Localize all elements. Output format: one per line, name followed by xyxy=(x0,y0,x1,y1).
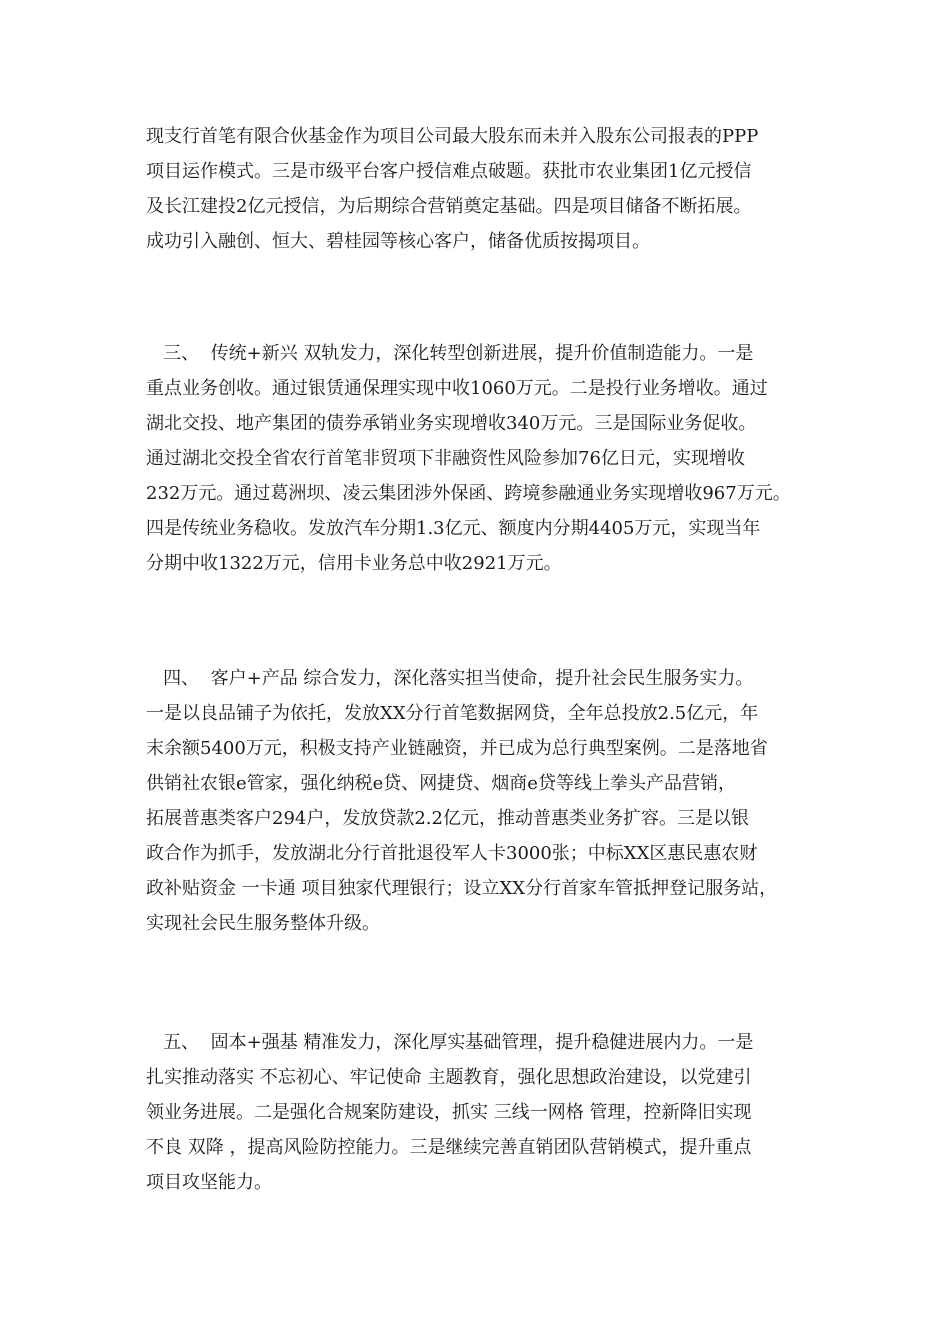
text-line: 政合作为抓手，发放湖北分行首批退役军人卡3000张；中标XX区惠民惠农财 xyxy=(146,843,758,864)
text-line: 实现社会民生服务整体升级。 xyxy=(146,913,380,934)
paragraph-section-four xyxy=(146,661,826,941)
text-line: 232万元。通过葛洲坝、凌云集团涉外保函、跨境参融通业务实现增收967万元。 xyxy=(146,483,791,504)
section-heading-line: 四、 客户+产品 综合发力，深化落实担当使命，提升社会民生服务实力。 xyxy=(146,668,754,689)
text-line: 及长江建投2亿元授信，为后期综合营销奠定基础。四是项目储备不断拓展。 xyxy=(146,196,752,217)
text-line: 项目攻坚能力。 xyxy=(146,1172,272,1193)
text-line: 末余额5400万元，积极支持产业链融资，并已成为总行典型案例。二是落地省 xyxy=(146,738,768,759)
text-line: 不良 双降 ，提高风险防控能力。三是继续完善直销团队营销模式，提升重点 xyxy=(146,1137,752,1158)
section-heading-line: 三、 传统+新兴 双轨发力，深化转型创新进展，提升价值制造能力。一是 xyxy=(146,343,754,364)
paragraph-section-three xyxy=(146,336,826,581)
text-line: 湖北交投、地产集团的债券承销业务实现增收340万元。三是国际业务促收。 xyxy=(146,413,757,434)
text-line: 分期中收1322万元，信用卡业务总中收2921万元。 xyxy=(146,553,562,574)
text-line: 通过湖北交投全省农行首笔非贸项下非融资性风险参加76亿日元，实现增收 xyxy=(146,448,745,469)
text-line: 四是传统业务稳收。发放汽车分期1.3亿元、额度内分期4405万元，实现当年 xyxy=(146,518,761,539)
text-line: 供销社农银e管家，强化纳税e贷、网捷贷、烟商e贷等线上拳头产品营销， xyxy=(146,773,736,794)
text-line: 项目运作模式。三是市级平台客户授信难点破题。获批市农业集团1亿元授信 xyxy=(146,161,752,182)
text-line: 扎实推动落实 不忘初心、牢记使命 主题教育，强化思想政治建设，以党建引 xyxy=(146,1067,752,1088)
text-line: 一是以良品铺子为依托，发放XX分行首笔数据网贷，全年总投放2.5亿元，年 xyxy=(146,703,759,724)
paragraph-section-five xyxy=(146,1025,826,1200)
text-line: 领业务进展。二是强化合规案防建设，抓实 三线一网格 管理，控新降旧实现 xyxy=(146,1102,752,1123)
text-line: 重点业务创收。通过银赁通保理实现中收1060万元。二是投行业务增收。通过 xyxy=(146,378,768,399)
paragraph-project-reserves xyxy=(146,119,826,259)
section-heading-line: 五、 固本+强基 精准发力，深化厚实基础管理，提升稳健进展内力。一是 xyxy=(146,1032,754,1053)
text-line: 拓展普惠类客户294户，发放贷款2.2亿元，推动普惠类业务扩容。三是以银 xyxy=(146,808,749,829)
text-line: 现支行首笔有限合伙基金作为项目公司最大股东而未并入股东公司报表的PPP xyxy=(146,126,759,147)
text-line: 成功引入融创、恒大、碧桂园等核心客户，储备优质按揭项目。 xyxy=(146,231,650,252)
text-line: 政补贴资金 一卡通 项目独家代理银行；设立XX分行首家车管抵押登记服务站， xyxy=(146,878,778,899)
